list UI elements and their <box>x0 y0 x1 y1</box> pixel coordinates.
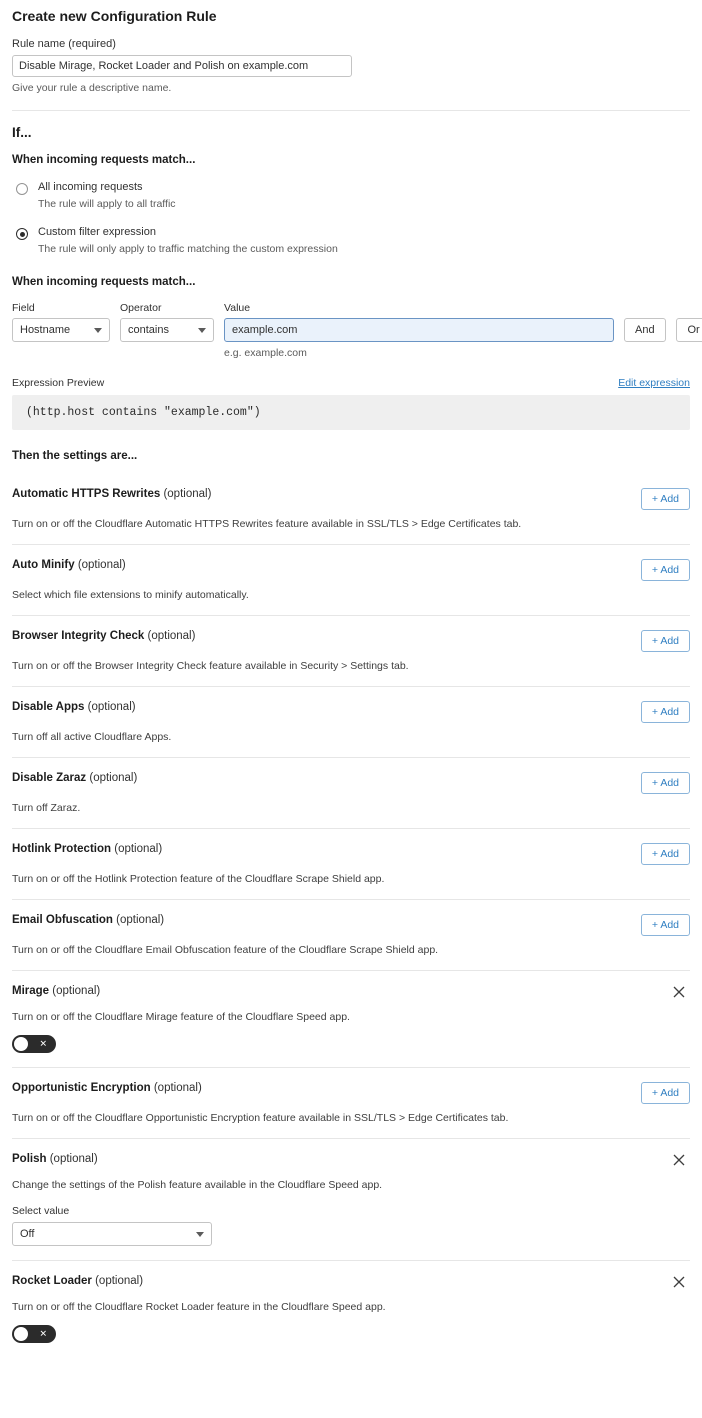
field-select-value: Hostname <box>20 324 71 337</box>
add-button[interactable]: + Add <box>641 914 690 936</box>
toggle-knob <box>14 1037 28 1051</box>
edit-expression-link[interactable]: Edit expression <box>618 377 690 390</box>
setting-description: Turn on or off the Cloudflare Automatic HTTPS Rewrites feature available in SSL/TLS > Edge Certificates tab. <box>12 518 522 531</box>
setting-title: Rocket Loader <box>12 1275 92 1288</box>
value-label: Value <box>224 302 251 315</box>
toggle-off-icon: ✕ <box>39 1038 47 1049</box>
setting-automatic-https-rewrites <box>12 474 690 544</box>
value-hint: e.g. example.com <box>224 347 307 360</box>
operator-select[interactable] <box>120 318 214 342</box>
add-button[interactable]: + Add <box>641 630 690 652</box>
setting-optional: (optional) <box>77 559 126 572</box>
radio-description: The rule will apply to all traffic <box>38 197 176 210</box>
setting-polish <box>12 1138 690 1260</box>
rule-name-help: Give your rule a descriptive name. <box>12 82 172 94</box>
page-title: Create new Configuration Rule <box>12 8 217 24</box>
field-label: Field <box>12 302 35 315</box>
setting-hotlink-protection <box>12 828 690 899</box>
and-button-column <box>624 302 666 342</box>
setting-description: Turn on or off the Cloudflare Rocket Loader feature in the Cloudflare Speed app. <box>12 1301 386 1314</box>
expression-builder-row <box>12 302 700 360</box>
add-button[interactable]: + Add <box>641 488 690 510</box>
configuration-rule-page <box>0 8 702 1357</box>
setting-description: Turn on or off the Cloudflare Mirage feature of the Cloudflare Speed app. <box>12 1011 350 1024</box>
expression-preview-header <box>12 377 690 389</box>
setting-disable-zaraz <box>12 757 690 828</box>
add-button[interactable]: + Add <box>641 1082 690 1104</box>
then-settings-title: Then the settings are... <box>12 450 138 463</box>
rule-name-input[interactable] <box>12 55 352 77</box>
setting-title: Polish <box>12 1153 47 1166</box>
or-button[interactable]: Or <box>676 318 702 342</box>
or-button-column <box>676 302 702 342</box>
setting-description: Turn on or off the Hotlink Protection feature of the Cloudflare Scrape Shield app. <box>12 873 385 886</box>
and-button[interactable]: And <box>624 318 666 342</box>
mirage-toggle[interactable] <box>12 1035 56 1053</box>
if-section-subtitle: When incoming requests match... <box>12 154 196 166</box>
setting-optional: (optional) <box>49 1153 98 1166</box>
setting-title: Auto Minify <box>12 559 75 572</box>
setting-description: Turn on or off the Cloudflare Opportunistic Encryption feature available in SSL/TLS > Edge Certificates tab. <box>12 1112 509 1125</box>
setting-title: Disable Zaraz <box>12 772 87 785</box>
setting-description: Change the settings of the Polish feature available in the Cloudflare Speed app. <box>12 1179 383 1192</box>
setting-rocket-loader <box>12 1260 690 1357</box>
operator-label: Operator <box>120 302 162 315</box>
toggle-off-icon: ✕ <box>39 1328 47 1339</box>
setting-title: Mirage <box>12 985 50 998</box>
field-column <box>12 302 110 342</box>
polish-select[interactable] <box>12 1222 212 1246</box>
remove-setting-icon[interactable] <box>672 1153 690 1171</box>
radio-option-custom-filter-expression[interactable] <box>12 225 690 256</box>
operator-select-value: contains <box>128 324 169 337</box>
remove-setting-icon[interactable] <box>672 985 690 1003</box>
setting-description: Turn on or off the Browser Integrity Check feature available in Security > Settings tab. <box>12 660 409 673</box>
setting-optional: (optional) <box>52 985 101 998</box>
radio-description: The rule will only apply to traffic matching the custom expression <box>38 242 338 255</box>
add-button[interactable]: + Add <box>641 772 690 794</box>
setting-optional: (optional) <box>153 1082 202 1095</box>
setting-optional: (optional) <box>163 488 212 501</box>
divider <box>12 110 690 111</box>
radio-label: Custom filter expression <box>38 226 156 239</box>
radio-icon[interactable] <box>16 228 28 240</box>
setting-title: Hotlink Protection <box>12 843 112 856</box>
add-button[interactable]: + Add <box>641 701 690 723</box>
radio-option-all-incoming-requests[interactable] <box>12 180 690 211</box>
setting-optional: (optional) <box>89 772 138 785</box>
setting-disable-apps <box>12 686 690 757</box>
polish-select-value: Off <box>20 1228 35 1241</box>
remove-setting-icon[interactable] <box>672 1275 690 1293</box>
settings-list <box>12 474 690 1357</box>
setting-title: Disable Apps <box>12 701 85 714</box>
if-section-title: If... <box>12 125 32 140</box>
operator-column <box>120 302 214 342</box>
setting-title: Email Obfuscation <box>12 914 113 927</box>
add-button[interactable]: + Add <box>641 559 690 581</box>
chevron-down-icon <box>198 328 206 333</box>
setting-browser-integrity-check <box>12 615 690 686</box>
setting-optional: (optional) <box>114 843 163 856</box>
field-select[interactable] <box>12 318 110 342</box>
setting-optional: (optional) <box>95 1275 144 1288</box>
add-button[interactable]: + Add <box>641 843 690 865</box>
select-value-label: Select value <box>12 1205 70 1218</box>
chevron-down-icon <box>94 328 102 333</box>
setting-description: Select which file extensions to minify automatically. <box>12 589 249 602</box>
rocket-loader-toggle[interactable] <box>12 1325 56 1343</box>
setting-optional: (optional) <box>116 914 165 927</box>
setting-description: Turn off Zaraz. <box>12 802 81 815</box>
setting-mirage <box>12 970 690 1067</box>
setting-optional: (optional) <box>87 701 136 714</box>
expression-preview-label: Expression Preview <box>12 377 105 390</box>
rule-name-label: Rule name (required) <box>12 38 116 50</box>
radio-label: All incoming requests <box>38 181 143 193</box>
setting-email-obfuscation <box>12 899 690 970</box>
rule-name-group <box>12 38 690 94</box>
setting-auto-minify <box>12 544 690 615</box>
expression-builder-title: When incoming requests match... <box>12 276 196 289</box>
toggle-knob <box>14 1327 28 1341</box>
value-column <box>224 302 614 359</box>
setting-title: Browser Integrity Check <box>12 630 145 643</box>
setting-title: Opportunistic Encryption <box>12 1082 151 1095</box>
expression-preview-text: (http.host contains "example.com") <box>12 395 690 430</box>
radio-icon[interactable] <box>16 183 28 195</box>
setting-opportunistic-encryption <box>12 1067 690 1138</box>
chevron-down-icon <box>196 1232 204 1237</box>
setting-description: Turn on or off the Cloudflare Email Obfuscation feature of the Cloudflare Scrape Shield app. <box>12 944 439 957</box>
setting-optional: (optional) <box>147 630 196 643</box>
setting-description: Turn off all active Cloudflare Apps. <box>12 731 172 744</box>
value-input[interactable] <box>224 318 614 342</box>
setting-title: Automatic HTTPS Rewrites <box>12 488 161 501</box>
